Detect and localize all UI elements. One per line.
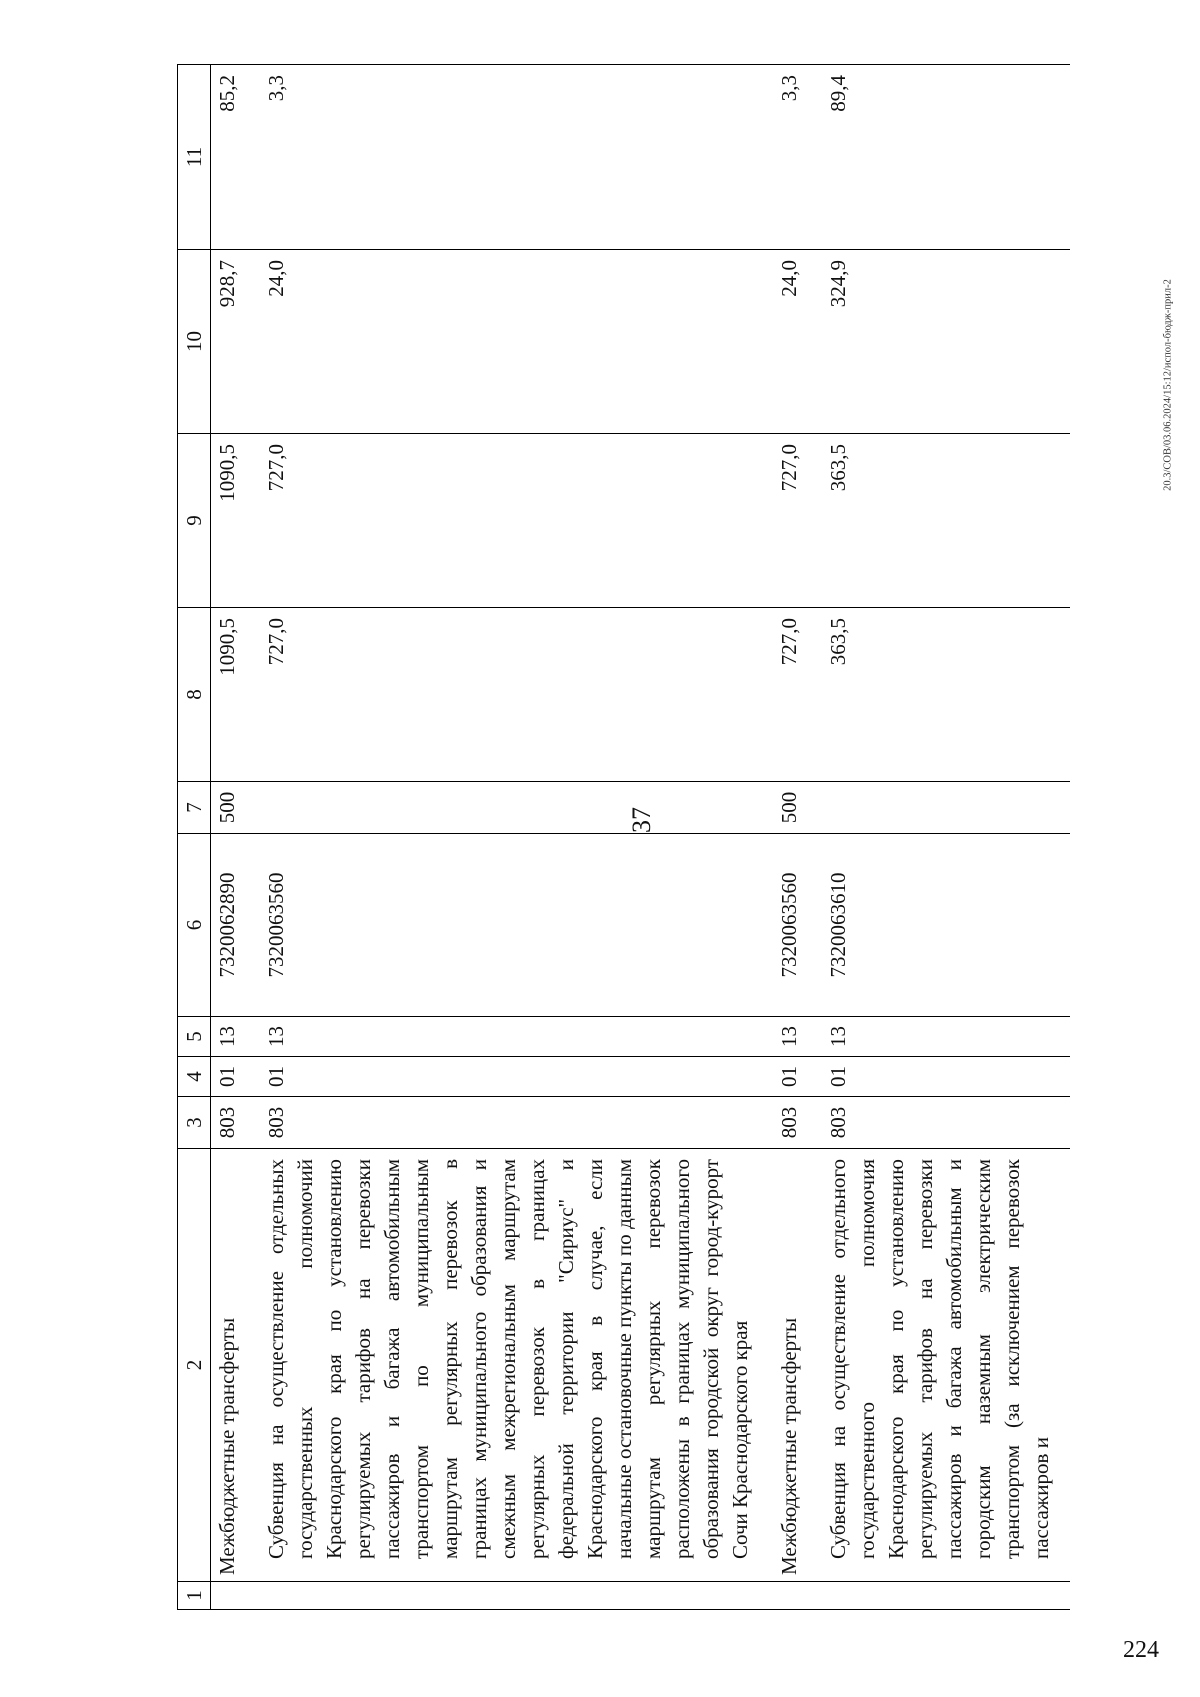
- cell-col11: 85,2: [211, 65, 257, 250]
- cell-col8: 363,5: [818, 608, 1070, 782]
- cell-col9: 727,0: [769, 434, 818, 608]
- header-row: [178, 65, 211, 1610]
- table-row: [818, 65, 1070, 1610]
- cell-vr: 500: [769, 782, 818, 834]
- cell-col10: 324,9: [818, 250, 1070, 434]
- cell-csr: 7320063560: [769, 834, 818, 1017]
- cell-ved: 803: [818, 1097, 1070, 1149]
- cell-vr: [818, 782, 1070, 834]
- cell-col9: 727,0: [256, 434, 769, 608]
- col-header-5: 5: [178, 1017, 211, 1057]
- cell-pr: 13: [818, 1017, 1070, 1057]
- cell-col11: 89,4: [818, 65, 1070, 250]
- cell-ved: 803: [211, 1097, 257, 1149]
- col-header-1: 1: [178, 1582, 211, 1610]
- cell-row-num: [769, 1582, 818, 1610]
- cell-vr: 500: [211, 782, 257, 834]
- cell-csr: 7320062890: [211, 834, 257, 1017]
- cell-col9: 1090,5: [211, 434, 257, 608]
- cell-row-num: [256, 1582, 769, 1610]
- cell-col8: 727,0: [256, 608, 769, 782]
- col-header-10: 10: [178, 250, 211, 434]
- col-header-7: 7: [178, 782, 211, 834]
- document-stamp: 20.3/СОВ/03.06.2024/15:12/испол-бюдж-прил-2: [1162, 279, 1174, 491]
- budget-table: [177, 64, 1070, 1610]
- cell-description: Субвенция на осуществление отдельных государственных полномочий Краснодарского края по установлению регулируемых тарифов на перевозки пассажиров и багажа автомобильным транспортом по муниципальным маршрутам регулярных перевозок в границах муниципального образования и смежным межрегиональным маршрутам регулярных перевозок в границах федеральной территории "Сириус" и Краснодарского края в случае, если начальные остановочные пункты по данным маршрутам регулярных перевозок расположены в границах муниципального образования городской округ город-курорт Сочи Краснодарского края: [256, 1149, 769, 1582]
- footer-page-number: 224: [1123, 1637, 1159, 1663]
- cell-pr: 13: [769, 1017, 818, 1057]
- col-header-9: 9: [178, 434, 211, 608]
- col-header-3: 3: [178, 1097, 211, 1149]
- cell-col11: 3,3: [769, 65, 818, 250]
- cell-rz: 01: [256, 1057, 769, 1097]
- cell-col8: 1090,5: [211, 608, 257, 782]
- cell-csr: 7320063610: [818, 834, 1070, 1017]
- table-row: [256, 65, 769, 1610]
- cell-ved: 803: [256, 1097, 769, 1149]
- cell-pr: 13: [211, 1017, 257, 1057]
- cell-col8: 727,0: [769, 608, 818, 782]
- col-header-4: 4: [178, 1057, 211, 1097]
- cell-rz: 01: [818, 1057, 1070, 1097]
- cell-col9: 363,5: [818, 434, 1070, 608]
- cell-pr: 13: [256, 1017, 769, 1057]
- col-header-2: 2: [178, 1149, 211, 1582]
- cell-description: Межбюджетные трансферты: [211, 1149, 257, 1582]
- col-header-8: 8: [178, 608, 211, 782]
- page-number: 37: [627, 807, 656, 833]
- cell-rz: 01: [211, 1057, 257, 1097]
- cell-row-num: [818, 1582, 1070, 1610]
- cell-rz: 01: [769, 1057, 818, 1097]
- cell-col10: 24,0: [256, 250, 769, 434]
- col-header-11: 11: [178, 65, 211, 250]
- cell-description: Субвенция на осуществление отдельного государственного полномочия Краснодарского края по установлению регулируемых тарифов на перевозки пассажиров и багажа автомобильным и городским наземным электрическим транспортом (за исключением перевозок пассажиров и: [818, 1149, 1070, 1582]
- cell-ved: 803: [769, 1097, 818, 1149]
- table-row: [769, 65, 818, 1610]
- rotated-table-wrapper: [177, 65, 1062, 1610]
- cell-col11: 3,3: [256, 65, 769, 250]
- cell-col10: 24,0: [769, 250, 818, 434]
- cell-row-num: [211, 1582, 257, 1610]
- cell-vr: [256, 782, 769, 834]
- cell-col10: 928,7: [211, 250, 257, 434]
- cell-csr: 7320063560: [256, 834, 769, 1017]
- col-header-6: 6: [178, 834, 211, 1017]
- cell-description: Межбюджетные трансферты: [769, 1149, 818, 1582]
- table-row: [211, 65, 257, 1610]
